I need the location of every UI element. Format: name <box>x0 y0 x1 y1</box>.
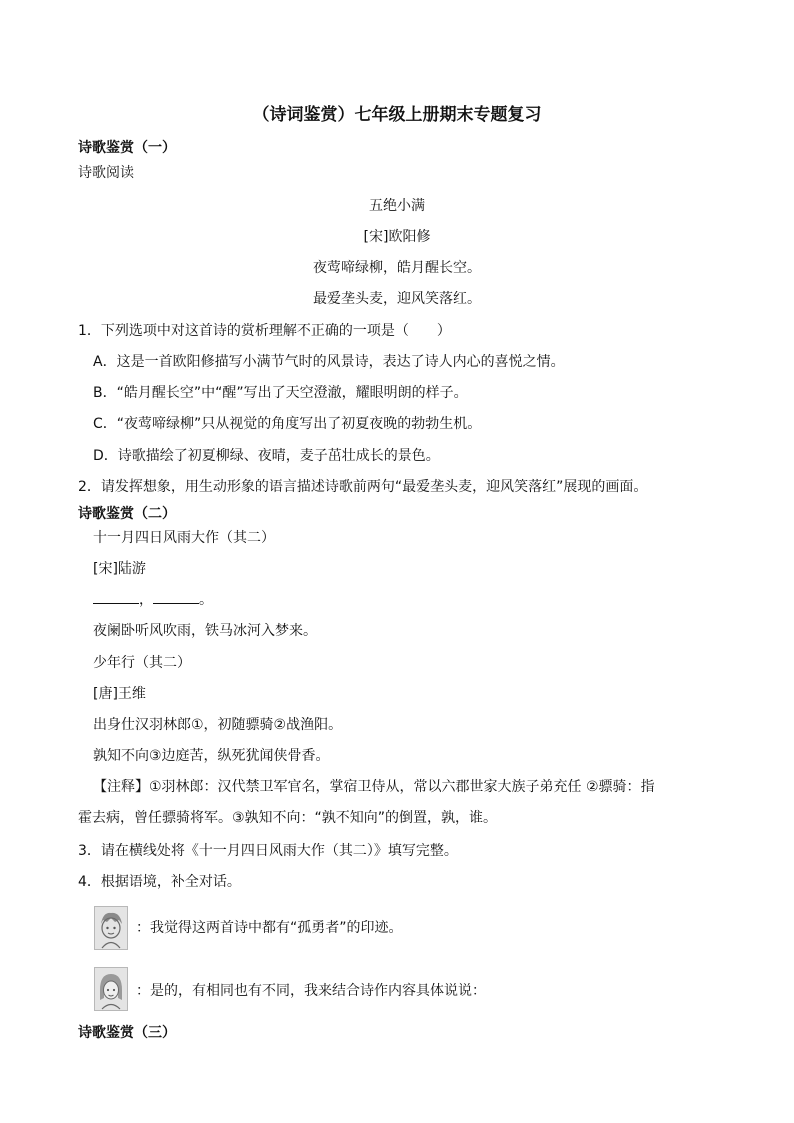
blank-comma: ， <box>139 592 153 608</box>
poem-line-1: 夜莺啼绿柳，皓月醒长空。 <box>313 260 481 276</box>
blank-1[interactable] <box>93 590 139 604</box>
q1-option-c: C．“夜莺啼绿柳”只从视觉的角度写出了初夏夜晚的勃勃生机。 <box>93 416 482 432</box>
poem2-1-title: 十一月四日风雨大作（其二） <box>93 530 275 546</box>
poem2-2-line1: 出身仕汉羽林郎①，初随骠骑②战渔阳。 <box>93 717 343 733</box>
blank-period: 。 <box>199 592 213 608</box>
fill-blank-line <box>93 590 213 610</box>
poem2-1-line2: 夜阑卧听风吹雨，铁马冰河入梦来。 <box>93 623 317 639</box>
q1-option-d: D．诗歌描绘了初夏柳绿、夜晴，麦子茁壮成长的景色。 <box>93 448 440 464</box>
blank-2[interactable] <box>153 590 199 604</box>
dialog-line-2: ：是的，有相同也有不同，我来结合诗作内容具体说说： <box>136 983 486 999</box>
poem-line-2: 最爱垄头麦，迎风笑落红。 <box>313 291 481 307</box>
poem-author: [宋]欧阳修 <box>363 229 431 245</box>
question-1: 1．下列选项中对这首诗的赏析理解不正确的一项是（ ） <box>78 323 451 339</box>
poem-title: 五绝小满 <box>369 198 425 214</box>
annotation-line-2: 霍去病，曾任骠骑将军。③孰知不向：“孰不知向”的倒置，孰，谁。 <box>78 810 498 826</box>
boy-avatar-icon <box>94 906 128 950</box>
poem2-2-line2: 孰知不向③边庭苦，纵死犹闻侠骨香。 <box>93 748 330 764</box>
question-2: 2．请发挥想象，用生动形象的语言描述诗歌前两句“最爱垄头麦，迎风笑落红”展现的画面。 <box>78 479 648 495</box>
poem2-2-title: 少年行（其二） <box>93 655 191 671</box>
poem2-2-author: [唐]王维 <box>93 686 146 702</box>
section-subheading: 诗歌阅读 <box>78 165 134 181</box>
section-heading-2: 诗歌鉴赏（二） <box>78 506 176 522</box>
document-title: （诗词鉴赏）七年级上册期末专题复习 <box>252 105 542 125</box>
q1-option-a: A．这是一首欧阳修描写小满节气时的风景诗，表达了诗人内心的喜悦之情。 <box>93 354 565 370</box>
section-heading-1: 诗歌鉴赏（一） <box>78 140 176 156</box>
annotation-line-1: 【注释】①羽林郎：汉代禁卫军官名，掌宿卫侍从，常以六郡世家大族子弟充任 ②骠骑：指 <box>93 779 655 795</box>
section-heading-3: 诗歌鉴赏（三） <box>78 1025 176 1041</box>
dialog-line-1: ：我觉得这两首诗中都有“孤勇者”的印迹。 <box>136 920 403 936</box>
poem2-1-author: [宋]陆游 <box>93 561 146 577</box>
q1-option-b: B．“皓月醒长空”中“醒”写出了天空澄澈，耀眼明朗的样子。 <box>93 385 468 401</box>
question-4: 4．根据语境，补全对话。 <box>78 874 241 890</box>
girl-avatar-icon <box>94 967 128 1011</box>
question-3: 3．请在横线处将《十一月四日风雨大作（其二）》填写完整。 <box>78 843 458 859</box>
